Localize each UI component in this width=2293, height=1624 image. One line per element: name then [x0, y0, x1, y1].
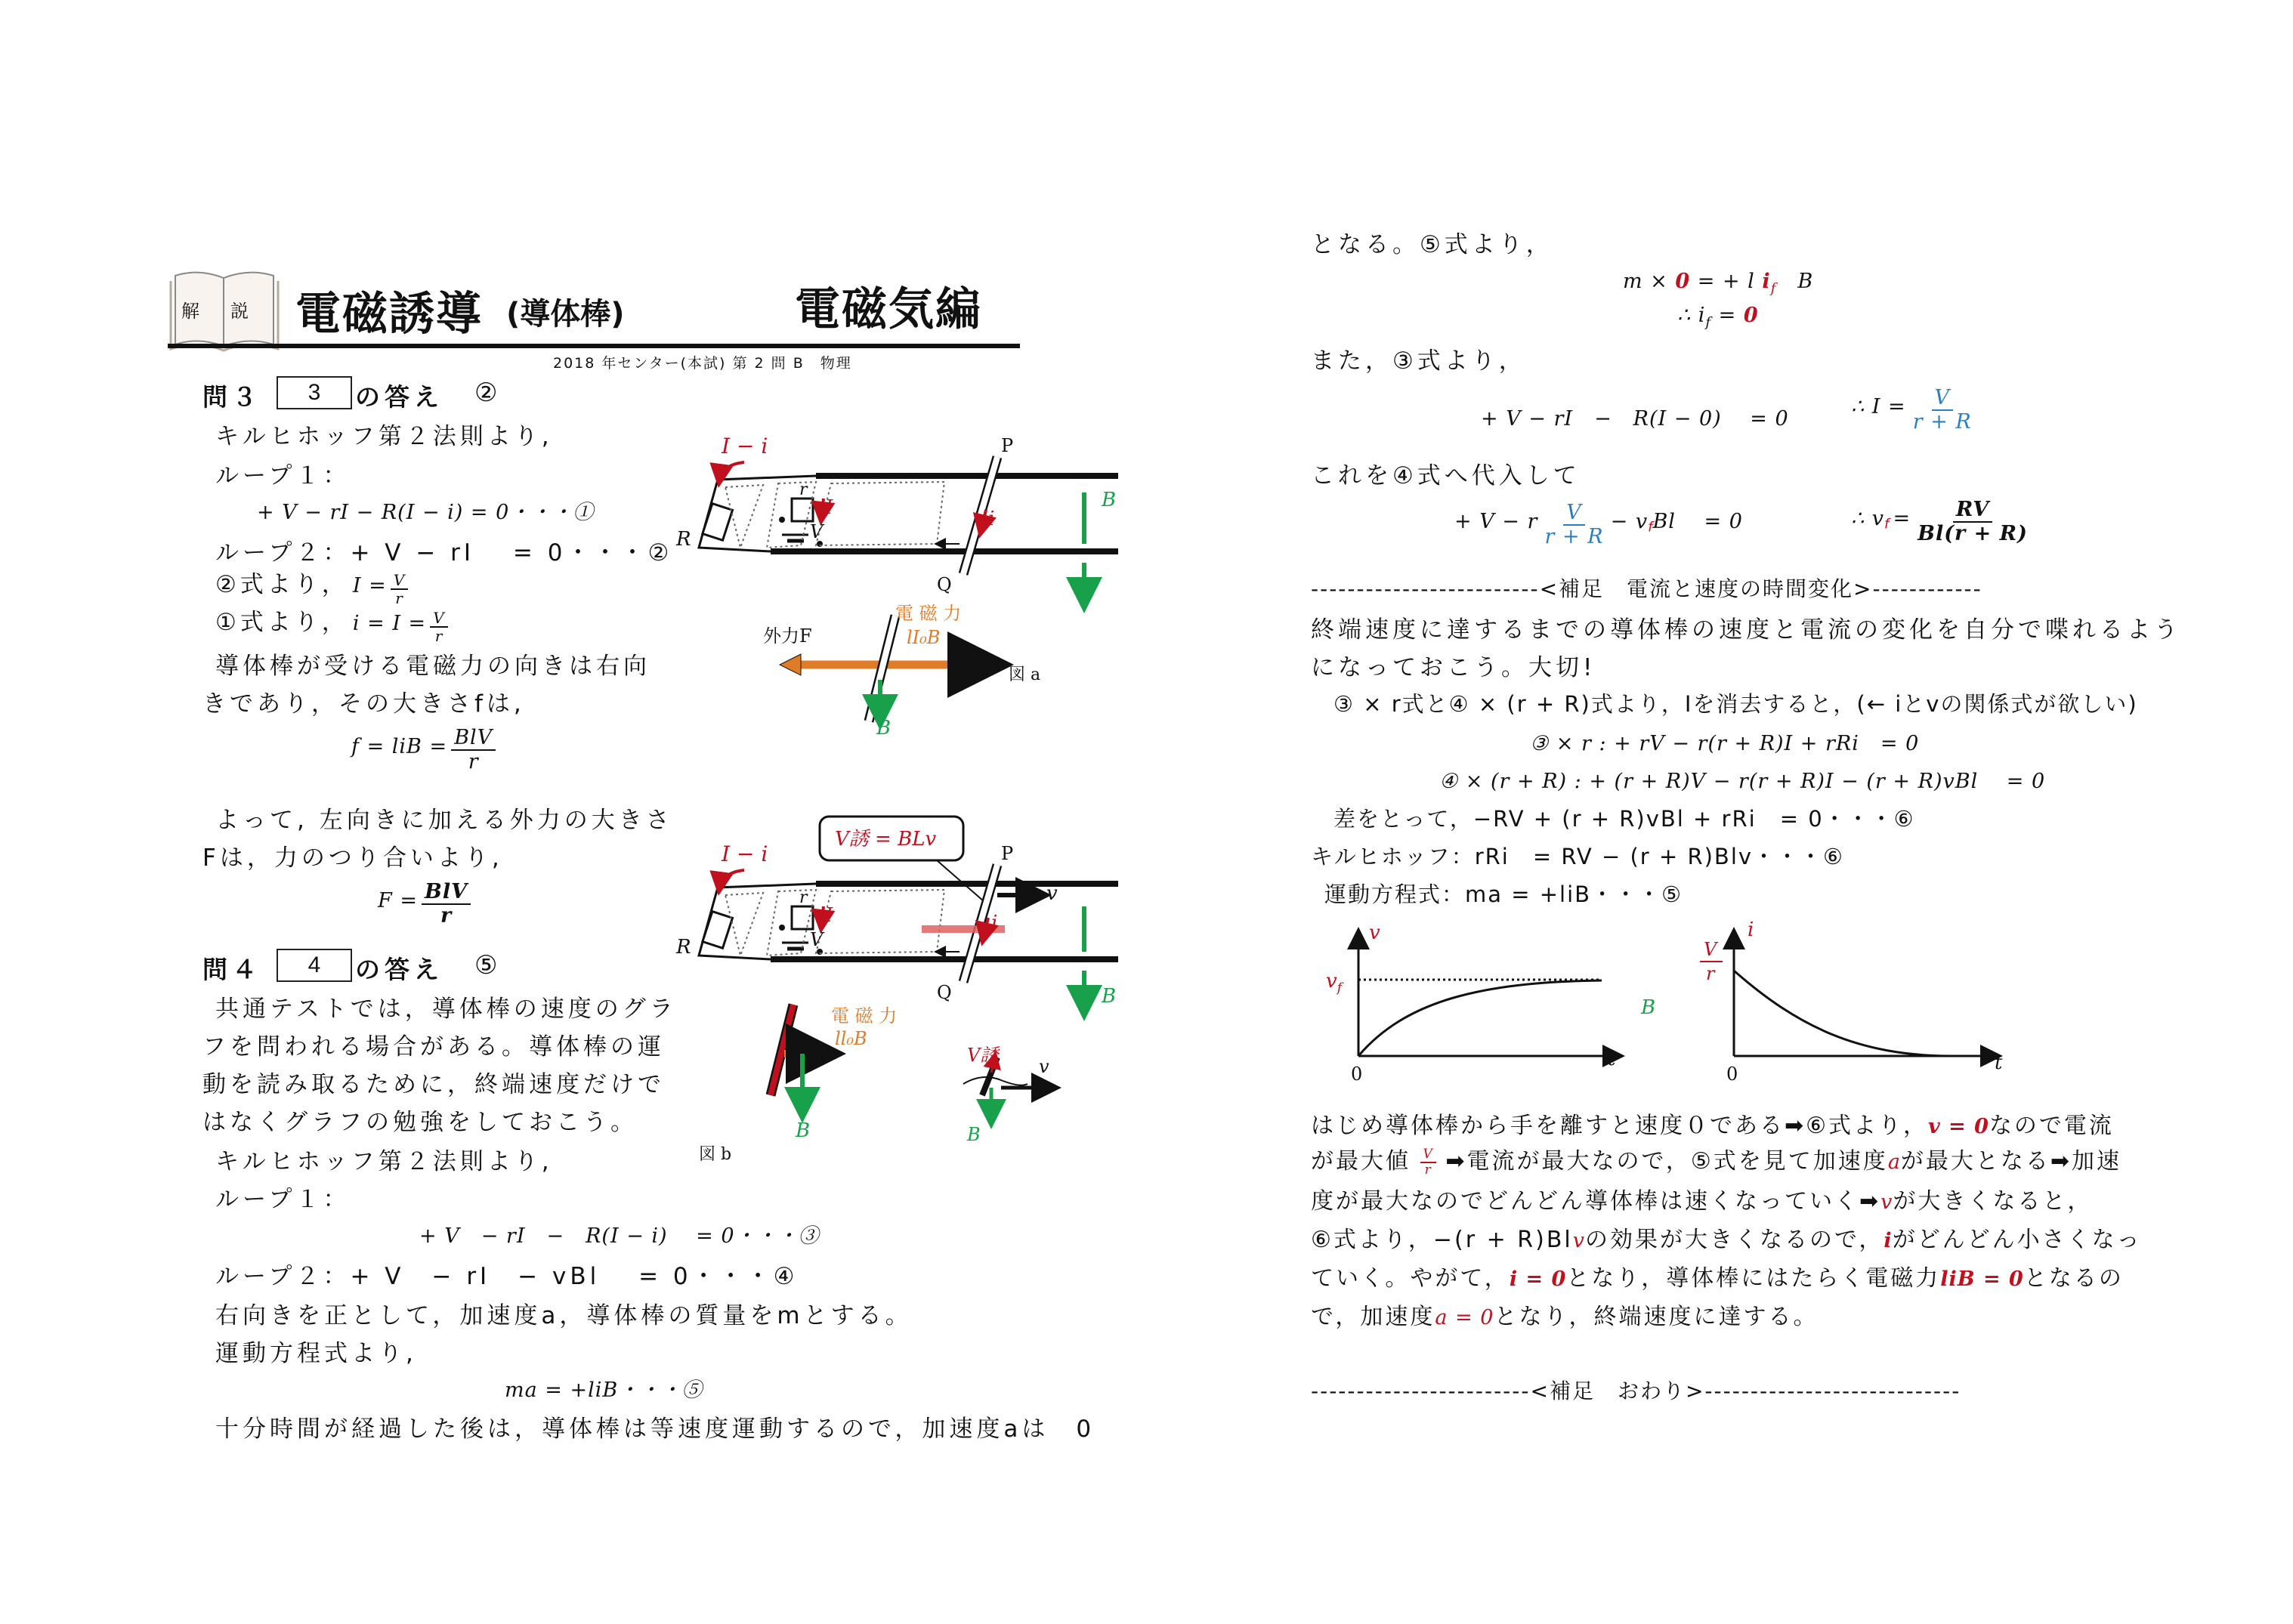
label-V: V	[810, 521, 824, 542]
figure-a	[665, 423, 1133, 740]
right-line: ③ × r式と④ × (r + R)式より，Iを消去すると，(← iとvの関係式が欲しい)	[1333, 691, 2138, 717]
label-I: I	[825, 904, 833, 927]
q3-F-equation: F = $\frac{\text{BlV}}{r}$	[378, 881, 471, 927]
current-curve	[1734, 971, 1949, 1056]
fraction: $\frac{RV}{Bl(r + R)}$	[1918, 498, 2028, 545]
figure-a-caption: 図 a	[1009, 665, 1041, 684]
label-B: B	[876, 717, 892, 739]
label-v: v	[1046, 882, 1058, 905]
explanation-line: 度が最大なのでどんどん導体棒は速くなっていく➡vが大きくなると，	[1311, 1188, 2093, 1215]
badge-left: 解	[181, 301, 199, 322]
q3-answer-value: ②	[474, 378, 498, 408]
velocity-origin: 0	[1351, 1064, 1363, 1085]
equation-6-diff: 差をとって，−RV + (r + R)vBl + rRi = 0・・・⑥	[1333, 806, 1915, 832]
resistor-r	[792, 906, 813, 929]
page-subtitle: (導体棒)	[506, 297, 625, 332]
q4-label: 問４	[202, 955, 261, 984]
explanation-line: ていく。やがて，i = 0となり，導体棒にはたらく電磁力liB = 0となるの	[1311, 1265, 2124, 1292]
label-r: r	[799, 480, 808, 499]
right-line: 終端速度に達するまでの導体棒の速度と電流の変化を自分で喋れるよう	[1311, 616, 2181, 644]
label-R: R	[676, 528, 691, 551]
figure-b	[665, 812, 1133, 1175]
equation-m0: m × 0 = + l $i_f$ B	[1623, 270, 1814, 297]
q4-equation-4: ループ２：+ V − rI − vBl = 0・・・④	[215, 1263, 799, 1290]
label-R: R	[676, 936, 691, 959]
current-y-label: i	[1748, 919, 1754, 941]
equation-3-substituted: + V − rI − R(I − 0) = 0	[1481, 407, 1789, 431]
figure-b-caption: 図 b	[699, 1145, 732, 1164]
header-rule	[168, 344, 1020, 348]
badge-right: 説	[230, 301, 249, 322]
equation-4rR: ④ × (r + R) : + (r + R)V − r(r + R)I − (r + R)vBl = 0	[1439, 770, 2046, 793]
label-r: r	[799, 888, 808, 907]
q4-answer-box: 4	[277, 949, 352, 982]
section-title: 電磁気編	[795, 283, 982, 336]
label-v: v	[1039, 1056, 1049, 1077]
current-origin: 0	[1726, 1064, 1738, 1085]
time-graphs	[1315, 910, 2070, 1091]
fraction: $\frac{V}{r + R}$	[1912, 386, 1972, 434]
q3-line: キルヒホッフ第２法則より,	[215, 423, 553, 450]
equation-if-zero: ∴ $i_f = 0$	[1677, 304, 1759, 331]
label-I: I	[825, 496, 833, 519]
q4-line: フを問われる場合がある。導体棒の運	[202, 1033, 665, 1061]
label-external-force: 外力F	[763, 625, 812, 647]
q4-line: 右向きを正として，加速度a，導体棒の質量をmとする。	[215, 1302, 913, 1329]
q3-line: Fは，力のつり合いより,	[202, 844, 503, 872]
equation-4-substituted: + V − r $\frac{V}{r + R}$ − $v_fBl$ = 0	[1454, 501, 1743, 548]
current-x-label: t	[1995, 1051, 2003, 1074]
q3-line: ②式より，	[215, 571, 349, 598]
fraction: $\frac{V}{r}$	[391, 572, 408, 607]
q4-line: はなくグラフの勉強をしておこう。	[202, 1109, 638, 1136]
fraction: $\frac{V}{r + R}$	[1544, 501, 1604, 548]
q4-line: 共通テストでは，導体棒の速度のグラ	[215, 996, 677, 1023]
initial-current-den: r	[1706, 963, 1715, 984]
label-P: P	[1001, 843, 1014, 864]
label-P: P	[1001, 435, 1014, 456]
q4-line: 十分時間が経過した後は，導体棒は等速度運動するので，加速度aは 0	[215, 1416, 1096, 1443]
right-line: になっておこう。大切!	[1311, 654, 1596, 681]
q3-line: 導体棒が受ける電磁力の向きは右向	[215, 653, 651, 680]
q3-line: きであり，その大きさfは,	[202, 690, 525, 718]
q3-equation-1: + V − rI − R(I − i) = 0・・・①	[257, 501, 595, 524]
supplement-divider-start: -------------------------<補足 電流と速度の時間変化>------------	[1311, 576, 1982, 601]
q3-line: ループ１：	[215, 462, 351, 489]
fraction: $\frac{\text{BlV}}{r}$	[451, 727, 496, 773]
terminal-velocity-label: $v_f$	[1326, 970, 1342, 996]
q3-math: I =	[352, 574, 387, 597]
fraction: $\frac{\text{BlV}}{r}$	[422, 881, 471, 927]
label-B: B	[1102, 489, 1117, 511]
equation-vf-result: ∴ $v_f$ = $\frac{RV}{Bl(r + R)}$	[1851, 499, 2031, 545]
q3-f-equation: f = liB = $\frac{\text{BlV}}{r}$	[351, 727, 496, 773]
q4-answer-value: ⑤	[474, 950, 498, 980]
equation-5-motion: 運動方程式：ma = +liB・・・⑤	[1324, 881, 1683, 907]
velocity-curve	[1358, 980, 1602, 1056]
label-i: i	[991, 912, 998, 934]
label-em-force: 電 磁 力	[831, 1005, 898, 1027]
label-B: B	[796, 1119, 811, 1142]
right-line: これを④式へ代入して	[1311, 462, 1581, 489]
label-i: i	[988, 508, 995, 530]
velocity-graph	[1326, 922, 1621, 1085]
q4-equation-5: ma = +liB・・・⑤	[505, 1379, 703, 1402]
equation-I-result: ∴ I = $\frac{V}{r + R}$	[1851, 387, 1975, 433]
q3-I-row	[215, 565, 408, 607]
source-line: 2018 年センター(本試) 第 2 問 B 物理	[553, 355, 852, 372]
resistor-R	[703, 912, 733, 949]
explanation-line: で，加速度a = 0となり，終端速度に達する。	[1311, 1304, 1819, 1330]
initial-current-num: V	[1704, 939, 1717, 960]
q4-line: ループ１：	[215, 1186, 351, 1213]
q3-line: ①式より，	[215, 609, 349, 636]
label-V-induced-eq: V誘 = BLv	[835, 828, 937, 851]
label-B: B	[1102, 985, 1117, 1008]
q3-line: よって, 左向きに加える外力の大きさ	[215, 807, 673, 834]
right-line: また，③式より，	[1311, 347, 1526, 375]
resistor-R	[703, 504, 733, 541]
label-I-minus-i: I − i	[722, 434, 768, 458]
explanation-line: ⑥式より，−(r + R)Blvの効果が大きくなるので，iがどんどん小さくなっ	[1311, 1227, 2142, 1253]
fraction: $\frac{V}{r}$	[1420, 1147, 1436, 1177]
velocity-y-label: v	[1369, 922, 1380, 944]
q3-equation-2: ループ２：+ V − rI = 0・・・②	[215, 539, 673, 567]
q3-label: 問３	[202, 382, 261, 412]
q4-line: 運動方程式より,	[215, 1340, 417, 1367]
stray-B-label: B	[1641, 996, 1656, 1019]
label-force-formula: ll₀B	[835, 1028, 867, 1049]
equation-6-kirchhoff: キルヒホッフ：rRi = RV − (r + R)Blv・・・⑥	[1311, 844, 1845, 869]
fraction: $\frac{V}{r}$	[430, 610, 447, 644]
q3-answer-box: 3	[277, 376, 352, 409]
right-line: となる。⑤式より，	[1311, 231, 1553, 258]
q4-line: 動を読み取るために，終端速度だけで	[202, 1071, 665, 1098]
label-em-force: 電 磁 力	[895, 603, 962, 624]
q4-line: キルヒホッフ第２法則より,	[215, 1148, 553, 1175]
equation-3r: ③ × r : + rV − r(r + R)I + rRi = 0	[1530, 732, 1920, 755]
label-Q: Q	[937, 982, 952, 1003]
q3-i-row	[215, 603, 448, 644]
q3-answer-label: の答え	[355, 382, 443, 412]
current-graph	[1700, 919, 2003, 1085]
explanation-line: が最大値 $\frac{V}{r}$ ➡電流が最大なので，⑤式を見て加速度aが最大となる➡加速	[1311, 1146, 2122, 1178]
label-Q: Q	[937, 574, 952, 595]
explanation-line: はじめ導体棒から手を離すと速度０である➡⑥式より，v = 0なので電流	[1311, 1113, 2114, 1139]
q3-math: i = I =	[352, 612, 427, 635]
label-V-induced: V誘	[967, 1045, 999, 1066]
label-B: B	[967, 1124, 981, 1145]
q4-equation-3: + V − rI − R(I − i) = 0・・・③	[419, 1224, 820, 1248]
label-I-minus-i: I − i	[722, 841, 768, 866]
q4-answer-label: の答え	[355, 955, 443, 984]
resistor-r	[792, 499, 813, 521]
label-force-formula: lI₀B	[907, 627, 941, 648]
velocity-x-label: t	[1608, 1048, 1616, 1070]
label-V: V	[810, 929, 824, 950]
page-title: 電磁誘導	[295, 288, 483, 341]
supplement-divider-end: ------------------------<補足 おわり>----------------------------	[1311, 1379, 1961, 1403]
